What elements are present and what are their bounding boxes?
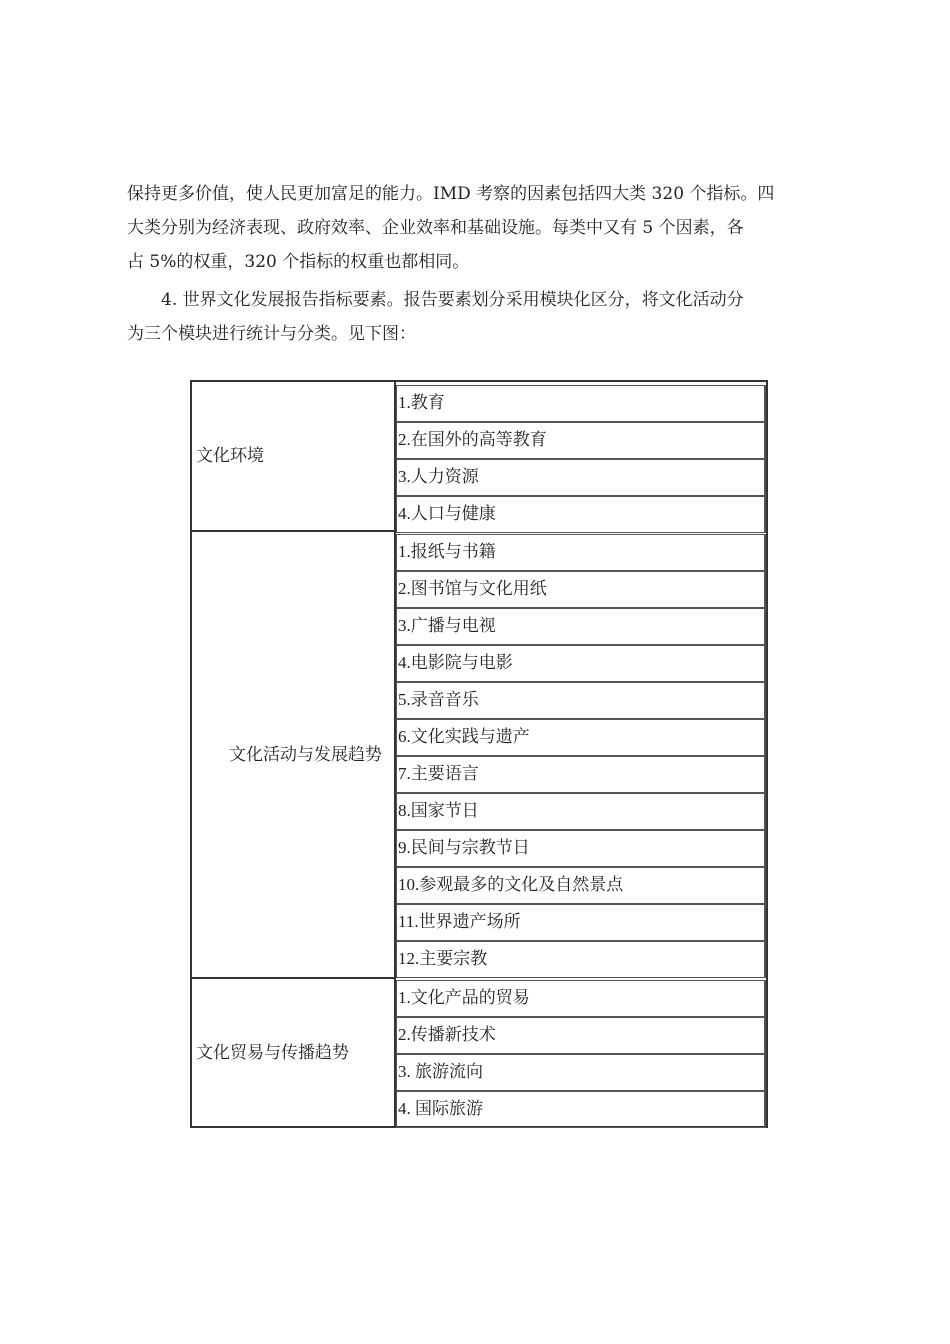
table-row: 9.民间与宗教节日 [396,830,766,867]
table-row: 4.人口与健康 [396,496,766,533]
table-row: 1.报纸与书籍 [396,534,766,571]
paragraph-imd [127,177,827,279]
table-row: 3.广播与电视 [396,608,766,645]
table-row: 4. 国际旅游 [396,1091,766,1128]
text-line: 占 5%的权重，320 个指标的权重也都相同。 [127,252,470,272]
category-cell-cultural-trade [192,979,394,1126]
table-row: 4.电影院与电影 [396,645,766,682]
category-label: 文化环境 [196,446,264,466]
table-row: 6.文化实践与遗产 [396,719,766,756]
table-row: 2.传播新技术 [396,1017,766,1054]
category-label: 文化活动与发展趋势 [229,744,382,765]
table-row: 7.主要语言 [396,756,766,793]
category-cell-cultural-activities [192,532,394,979]
table-row: 10.参观最多的文化及自然景点 [396,867,766,904]
table-row: 5.录音音乐 [396,682,766,719]
table-row: 2.在国外的高等教育 [396,422,766,459]
table-row: 8.国家节日 [396,793,766,830]
category-label: 文化贸易与传播趋势 [196,1042,349,1063]
table-row: 11.世界遗产场所 [396,904,766,941]
indicator-table [190,380,768,1128]
table-row: 1.文化产品的贸易 [396,980,766,1017]
text-line: 为三个模块进行统计与分类。见下图： [127,324,416,344]
text-line: 保持更多价值，使人民更加富足的能力。IMD 考察的因素包括四大类 320 个指标。四 [127,184,775,204]
category-cell-cultural-environment [192,382,394,532]
table-row: 12.主要宗教 [396,941,766,978]
table-row: 2.图书馆与文化用纸 [396,571,766,608]
text-line: 大类分别为经济表现、政府效率、企业效率和基础设施。每类中又有 5 个因素，各 [127,218,744,238]
table-row: 1.教育 [396,385,766,422]
text-line: 4. 世界文化发展报告指标要素。报告要素划分采用模块化区分，将文化活动分 [161,290,744,310]
table-row: 3. 旅游流向 [396,1054,766,1091]
table-row: 3.人力资源 [396,459,766,496]
paragraph-world-culture-report [127,283,827,351]
